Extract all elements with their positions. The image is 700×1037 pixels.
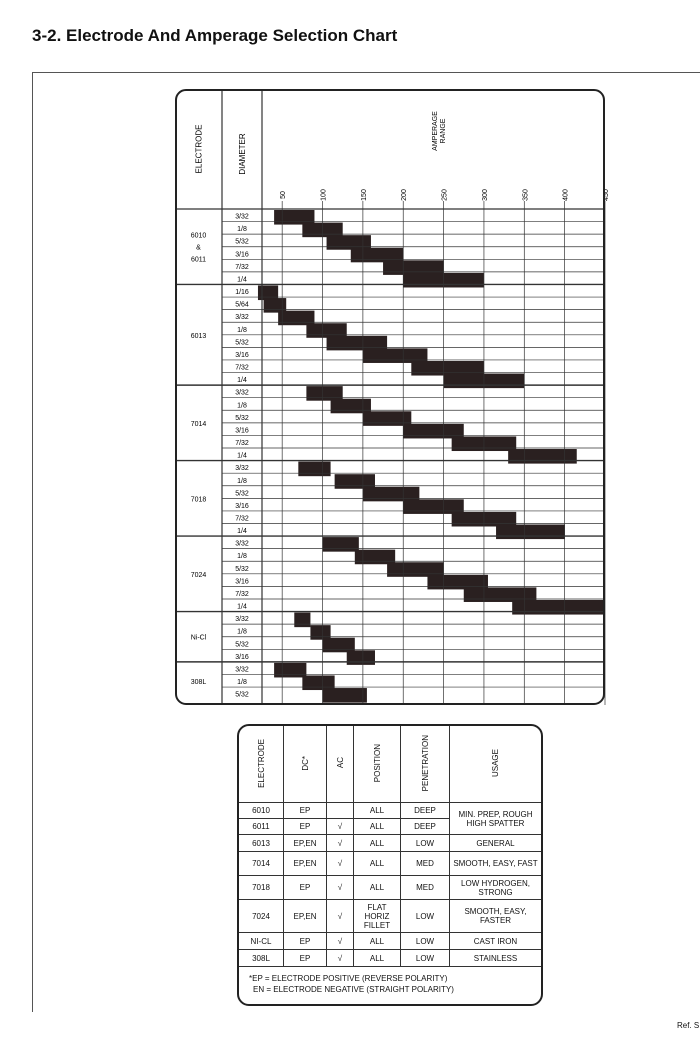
- amperage-bar: [306, 386, 342, 401]
- reference-label: Ref. S: [677, 1021, 700, 1030]
- diameter-label: 3/32: [235, 213, 249, 221]
- diameter-label: 1/4: [237, 276, 247, 284]
- tick-label: 200: [401, 189, 409, 201]
- cell-usage: SMOOTH, EASY, FAST: [450, 852, 542, 876]
- diameter-label: 1/8: [237, 679, 247, 687]
- amperage-bar: [427, 575, 488, 590]
- diameter-label: 5/32: [235, 641, 249, 649]
- amperage-bar: [411, 361, 484, 376]
- cell-electrode: 6011: [239, 819, 284, 835]
- polarity-footnote: [239, 967, 541, 995]
- cell-electrode: 308L: [239, 950, 284, 967]
- diameter-label: 1/4: [237, 452, 247, 460]
- usage-header-position: POSITION: [354, 726, 401, 803]
- amperage-bar: [294, 613, 310, 628]
- usage-header-usage: USAGE: [450, 726, 542, 803]
- amperage-bar: [363, 487, 419, 502]
- amperage-range-label: AMPERAGE: [432, 111, 439, 151]
- diameter-label: 1/8: [237, 326, 247, 334]
- cell-ac: √: [327, 950, 354, 967]
- amperage-range-label: RANGE: [440, 118, 447, 144]
- amperage-bar: [323, 688, 367, 703]
- amperage-bar: [464, 587, 537, 602]
- cell-position: ALL: [354, 835, 401, 852]
- diameter-label: 7/32: [235, 590, 249, 598]
- cell-ac: [327, 803, 354, 819]
- cell-electrode: 6013: [239, 835, 284, 852]
- diameter-label: 1/4: [237, 528, 247, 536]
- amperage-bar: [274, 210, 314, 225]
- electrode-label: 6011: [190, 256, 207, 264]
- amperage-bar: [403, 499, 464, 514]
- cell-dc: EP: [284, 933, 327, 950]
- amperage-bar: [274, 663, 306, 678]
- amperage-bar: [331, 399, 371, 414]
- cell-penetration: DEEP: [401, 819, 450, 835]
- electrode-label: Ni-Cl: [190, 634, 207, 642]
- amperage-bar: [327, 336, 388, 351]
- table-row: [239, 852, 541, 876]
- cell-dc: EP,EN: [284, 835, 327, 852]
- cell-electrode: 7024: [239, 900, 284, 933]
- diameter-label: 1/8: [237, 226, 247, 234]
- cell-position: ALL: [354, 803, 401, 819]
- amperage-bar: [258, 285, 278, 300]
- usage-header-electrode: ELECTRODE: [239, 726, 284, 803]
- diameter-label: 3/16: [235, 502, 249, 510]
- cell-dc: EP: [284, 819, 327, 835]
- diameter-label: 3/32: [235, 666, 249, 674]
- diameter-label: 5/32: [235, 238, 249, 246]
- diameter-label: 1/4: [237, 603, 247, 611]
- cell-position: ALL: [354, 852, 401, 876]
- amperage-bar: [278, 311, 314, 326]
- diameter-label: 1/8: [237, 402, 247, 410]
- table-row: [239, 900, 541, 933]
- page-title: 3-2. Electrode And Amperage Selection Chart: [32, 26, 398, 45]
- cell-dc: EP: [284, 876, 327, 900]
- cell-ac: √: [327, 819, 354, 835]
- diameter-label: 3/16: [235, 351, 249, 359]
- cell-ac: √: [327, 876, 354, 900]
- amperage-bar: [387, 562, 443, 577]
- diameter-label: 3/16: [235, 427, 249, 435]
- amperage-bar: [264, 298, 287, 313]
- amperage-bar: [302, 675, 334, 690]
- electrode-label: 7014: [190, 420, 207, 428]
- diameter-label: 3/32: [235, 616, 249, 624]
- cell-penetration: LOW: [401, 950, 450, 967]
- tick-label: 400: [562, 189, 570, 201]
- amperage-bar: [496, 525, 565, 540]
- cell-penetration: LOW: [401, 900, 450, 933]
- amperage-bar: [363, 411, 411, 426]
- electrode-label: 7024: [190, 571, 207, 579]
- diameter-label: 5/32: [235, 490, 249, 498]
- diameter-label: 1/4: [237, 377, 247, 385]
- electrode-label: 6013: [190, 332, 207, 340]
- tick-label: 450: [603, 189, 610, 201]
- cell-electrode: 7018: [239, 876, 284, 900]
- usage-header-dc: DC*: [284, 726, 327, 803]
- cell-ac: √: [327, 852, 354, 876]
- amperage-bar: [383, 260, 444, 275]
- cell-usage: STAINLESS: [450, 950, 542, 967]
- amperage-bar: [347, 650, 375, 665]
- amperage-bar: [310, 625, 330, 640]
- footnote-ep: *EP = ELECTRODE POSITIVE (REVERSE POLARITY): [249, 974, 448, 983]
- amperage-bar: [512, 600, 605, 615]
- cell-position: ALL: [354, 819, 401, 835]
- cell-electrode: 6010: [239, 803, 284, 819]
- amperage-bar: [327, 235, 371, 250]
- amperage-bar: [306, 323, 346, 338]
- amperage-bar: [403, 424, 464, 439]
- tick-label: 350: [522, 189, 530, 201]
- diameter-label: 5/64: [235, 301, 249, 309]
- amperage-bar: [335, 474, 375, 489]
- cell-dc: EP,EN: [284, 900, 327, 933]
- cell-position: ALL: [354, 933, 401, 950]
- footnote-en: EN = ELECTRODE NEGATIVE (STRAIGHT POLARITY): [253, 985, 454, 994]
- cell-ac: √: [327, 933, 354, 950]
- tick-label: 100: [320, 189, 328, 201]
- cell-penetration: LOW: [401, 835, 450, 852]
- cell-usage: LOW HYDROGEN, STRONG: [450, 876, 542, 900]
- table-row: [239, 876, 541, 900]
- cell-penetration: DEEP: [401, 803, 450, 819]
- electrode-label: 6010: [190, 232, 207, 240]
- diameter-label: 7/32: [235, 440, 249, 448]
- cell-ac: √: [327, 900, 354, 933]
- table-row: [239, 803, 541, 819]
- cell-electrode: 7014: [239, 852, 284, 876]
- usage-table: [237, 724, 543, 1006]
- cell-usage: SMOOTH, EASY, FASTER: [450, 900, 542, 933]
- cell-ac: √: [327, 835, 354, 852]
- amperage-chart: [175, 89, 610, 705]
- diameter-label: 5/32: [235, 565, 249, 573]
- usage-header-row: [239, 726, 541, 803]
- amperage-bar: [298, 462, 330, 477]
- diameter-label: 7/32: [235, 364, 249, 372]
- amperage-bar: [351, 248, 403, 263]
- diameter-label: 5/32: [235, 339, 249, 347]
- diameter-label: 1/8: [237, 477, 247, 485]
- diameter-label: 1/8: [237, 628, 247, 636]
- electrode-label: 308L: [190, 678, 207, 686]
- electrode-label: 7018: [190, 496, 207, 504]
- table-row: [239, 950, 541, 967]
- amperage-bar: [355, 550, 395, 565]
- diameter-label: 7/32: [235, 515, 249, 523]
- tick-label: 300: [481, 189, 489, 201]
- cell-electrode: NI-CL: [239, 933, 284, 950]
- cell-penetration: LOW: [401, 933, 450, 950]
- diameter-label: 1/16: [235, 289, 249, 297]
- cell-position: ALL: [354, 876, 401, 900]
- cell-dc: EP: [284, 803, 327, 819]
- cell-penetration: MED: [401, 876, 450, 900]
- frame-rule-top: [32, 72, 700, 73]
- amperage-bar: [508, 449, 577, 464]
- cell-usage: MIN. PREP, ROUGH HIGH SPATTER: [450, 803, 542, 835]
- diameter-label: 3/16: [235, 653, 249, 661]
- cell-usage: CAST IRON: [450, 933, 542, 950]
- diameter-label: 7/32: [235, 263, 249, 271]
- diameter-label: 3/32: [235, 465, 249, 473]
- cell-position: FLAT HORIZ FILLET: [354, 900, 401, 933]
- diameter-label: 3/16: [235, 578, 249, 586]
- diameter-label: 3/16: [235, 251, 249, 259]
- usage-header-penetration: PENETRATION: [401, 726, 450, 803]
- tick-label: 50: [280, 191, 288, 199]
- table-row: [239, 933, 541, 950]
- cell-dc: EP: [284, 950, 327, 967]
- diameter-label: 5/32: [235, 414, 249, 422]
- electrode-column-header: ELECTRODE: [194, 124, 204, 174]
- electrode-label: &: [196, 244, 201, 252]
- amperage-bar: [323, 537, 359, 552]
- diameter-label: 1/8: [237, 553, 247, 561]
- tick-label: 250: [441, 189, 449, 201]
- diameter-label: 3/32: [235, 389, 249, 397]
- cell-penetration: MED: [401, 852, 450, 876]
- cell-position: ALL: [354, 950, 401, 967]
- cell-dc: EP,EN: [284, 852, 327, 876]
- diameter-column-header: DIAMETER: [238, 133, 247, 175]
- table-row: [239, 835, 541, 852]
- amperage-bar: [323, 638, 355, 653]
- cell-usage: GENERAL: [450, 835, 542, 852]
- diameter-label: 3/32: [235, 540, 249, 548]
- diameter-label: 3/32: [235, 314, 249, 322]
- tick-label: 150: [360, 189, 368, 201]
- frame-rule-left: [32, 72, 33, 1012]
- amperage-bar: [363, 348, 428, 363]
- diameter-label: 5/32: [235, 691, 249, 699]
- usage-header-ac: AC: [327, 726, 354, 803]
